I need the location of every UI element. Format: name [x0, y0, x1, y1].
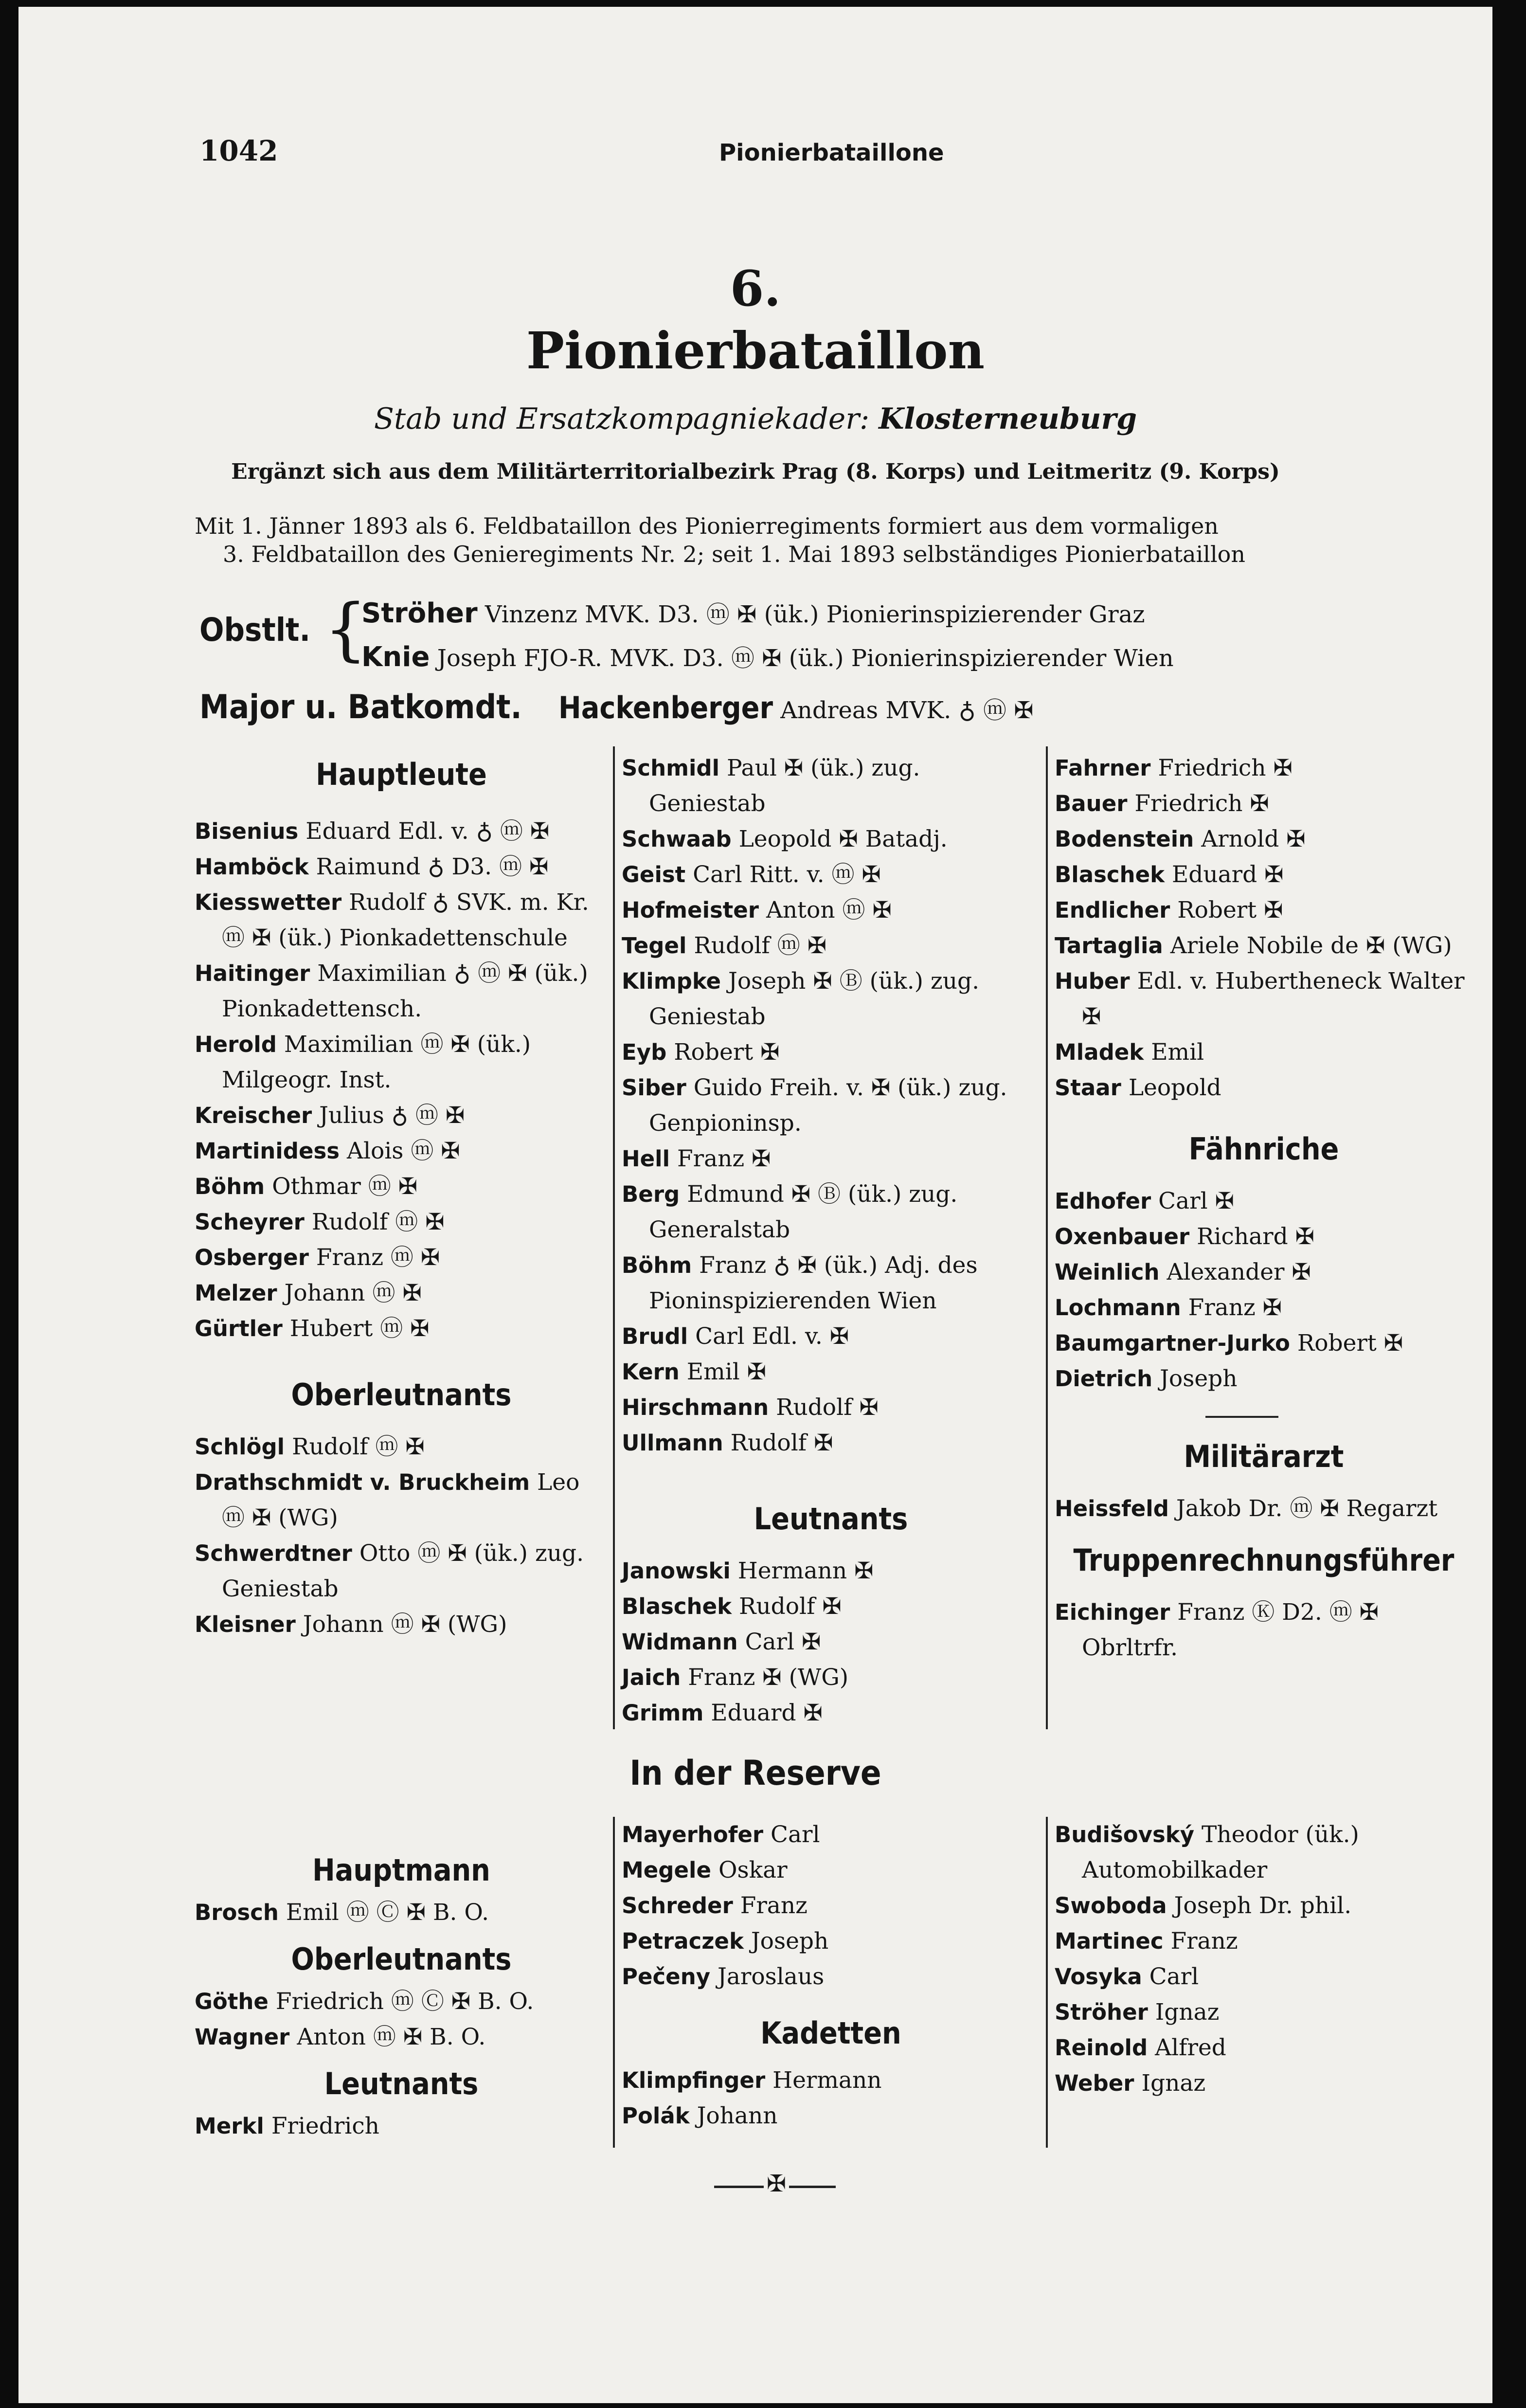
list-entry: [622, 1660, 1040, 1695]
column-rule: [613, 1817, 615, 2148]
list-entry: [195, 1984, 608, 2019]
entry-details: Franz ✠ (WG): [688, 1664, 849, 1691]
entry-details: Guido Freih. v. ✠ (ük.) zug. Genpioninsp.: [649, 1074, 1007, 1137]
list-entry: [1055, 1183, 1473, 1219]
list-entry: [622, 1553, 1040, 1589]
entry-surname: Budišovský: [1055, 1822, 1195, 1847]
entry-details: Otto ⓜ ✠ (ük.) zug. Geniestab: [222, 1540, 584, 1602]
section-number: 6.: [730, 260, 781, 317]
entry-surname: Martinidess: [195, 1138, 340, 1164]
list-entry: [622, 1923, 1040, 1959]
list-entry: [622, 928, 1040, 963]
entry-details: Paul ✠ (ük.) zug. Geniestab: [649, 755, 920, 817]
entry-details: Julius ♁ ⓜ ✠: [319, 1102, 465, 1129]
entry-details: Rudolf ✠: [776, 1394, 879, 1421]
list-entry: [622, 1034, 1040, 1070]
list-entry: [622, 1141, 1040, 1177]
entry-details: Franz ✠: [1188, 1294, 1282, 1321]
list-entry: [1055, 928, 1473, 963]
entry-details: Rudolf ✠: [739, 1593, 842, 1620]
entry-surname: Haitinger: [195, 960, 310, 986]
entry-surname: Mladek: [1055, 1039, 1144, 1065]
entry-surname: Hofmeister: [622, 897, 759, 923]
entry-details: Franz ⓜ ✠: [316, 1244, 440, 1271]
entry-surname: Pečeny: [622, 1964, 711, 1990]
list-entry: [622, 1248, 1040, 1319]
entry-surname: Martinec: [1055, 1928, 1164, 1954]
list-entry: [622, 750, 1040, 821]
entry-details: Friedrich: [271, 2113, 379, 2139]
list-entry: [1055, 1923, 1473, 1959]
entry-surname: Bisenius: [195, 818, 299, 844]
entry-details: Franz: [1170, 1928, 1238, 1955]
entry-surname: Hirschmann: [622, 1394, 769, 1420]
entry-details: Edmund ✠ Ⓑ (ük.) zug. Generalstab: [649, 1181, 958, 1243]
entry-surname: Tartaglia: [1055, 933, 1163, 959]
reserve-column-3: [1055, 1817, 1473, 2101]
entry-surname: Petraczek: [622, 1928, 744, 1954]
entry-details: Johann ⓜ ✠: [284, 1280, 422, 1306]
list-entry: [622, 1817, 1040, 1852]
entry-surname: Weber: [1055, 2070, 1134, 2096]
list-entry: [1055, 1594, 1473, 1666]
obstlt-label: Obstlt.: [199, 611, 311, 649]
list-entry: [1055, 1034, 1473, 1070]
list-entry: [622, 1177, 1040, 1248]
list-entry: [1055, 1994, 1473, 2030]
entry-surname: Drathschmidt v. Bruckheim: [195, 1469, 530, 1495]
entry-details: Franz ✠: [677, 1145, 771, 1172]
list-entry: [195, 2108, 608, 2144]
entry-surname: Edhofer: [1055, 1188, 1151, 1214]
list-entry: [1055, 963, 1473, 1034]
entry-details: Friedrich ✠: [1134, 790, 1269, 817]
list-entry: [195, 1204, 608, 1240]
list-entry: [622, 1425, 1040, 1461]
section-heading: Fähnriche: [1188, 1131, 1339, 1167]
list-entry: [1055, 1219, 1473, 1254]
entry-details: Rudolf ✠: [730, 1430, 833, 1456]
entry-details: Maximilian ♁ ⓜ ✠ (ük.) Pionkadettensch.: [222, 960, 588, 1022]
history-line-1: Mit 1. Jänner 1893 als 6. Feldbataillon des Pionierregiments formiert aus dem vormaligen: [195, 513, 1219, 539]
entry-surname: Brudl: [622, 1323, 688, 1349]
list-entry: [1055, 1888, 1473, 1923]
entry-details: Emil ⓜ Ⓒ ✠ B. O.: [286, 1899, 489, 1926]
list-entry: [622, 1888, 1040, 1923]
entry-surname: Siber: [622, 1075, 686, 1101]
list-entry: [195, 814, 608, 849]
entry-surname: Böhm: [195, 1174, 265, 1199]
list-entry: [195, 1429, 608, 1465]
entry-details: Alexander ✠: [1167, 1259, 1311, 1285]
entry-details: Joseph ✠ Ⓑ (ük.) zug. Geniestab: [649, 968, 980, 1030]
entry-surname: Megele: [622, 1857, 711, 1883]
entry-surname: Blaschek: [622, 1593, 732, 1619]
entry-surname: Berg: [622, 1181, 680, 1207]
list-entry: [1055, 1325, 1473, 1361]
list-entry: [1055, 2030, 1473, 2065]
subtitle: [18, 402, 1492, 436]
list-entry: [622, 1070, 1040, 1141]
page-number: 1042: [199, 134, 278, 167]
entry-details: Carl ✠: [1158, 1188, 1234, 1214]
entry-details: Leo ⓜ ✠ (WG): [222, 1469, 580, 1531]
section-heading: Militärarzt: [1184, 1439, 1344, 1474]
list-entry: [195, 1133, 608, 1169]
ornament-icon: ✠: [764, 2170, 789, 2197]
entry-surname: Ströher: [1055, 1999, 1148, 2025]
entry-surname: Osberger: [195, 1245, 309, 1270]
list-entry: [1055, 1290, 1473, 1325]
entry-surname: Dietrich: [1055, 1366, 1153, 1392]
section-heading: Leutnants: [754, 1501, 908, 1537]
reserve-heading: In der Reserve: [629, 1753, 881, 1793]
list-entry: [1055, 1070, 1473, 1105]
section-heading: Kadetten: [760, 2015, 901, 2051]
entry-details: Friedrich ✠: [1158, 755, 1293, 781]
entry-details: Othmar ⓜ ✠: [272, 1173, 418, 1200]
page-title: Pionierbataillon: [526, 321, 985, 380]
running-title: Pionierbataillone: [719, 139, 944, 166]
entry-surname: Baumgartner-Jurko: [1055, 1330, 1290, 1356]
subtitle-place: Klosterneuburg: [879, 402, 1137, 436]
entry-surname: Kreischer: [195, 1103, 312, 1128]
list-entry: [195, 1240, 608, 1275]
list-entry: [195, 2019, 608, 2055]
reserve-column-1: [195, 1817, 608, 2144]
entry-surname: Hell: [622, 1146, 670, 1172]
section-heading: Oberleutnants: [291, 1941, 512, 1977]
entry-details: Joseph: [751, 1928, 829, 1955]
entry-details: Ignaz: [1155, 1999, 1220, 2026]
obstlt-entry-2: Knie Joseph FJO-R. MVK. D3. ⓜ ✠ (ük.) Pionierinspizierender Wien: [361, 641, 1174, 673]
list-entry: [195, 1607, 608, 1642]
entry-surname: Bodenstein: [1055, 826, 1194, 852]
entry-surname: Scheyrer: [195, 1209, 305, 1235]
list-entry: [1055, 1959, 1473, 1994]
entry-surname: Oxenbauer: [1055, 1224, 1190, 1249]
list-entry: [622, 1390, 1040, 1425]
list-entry: [1055, 1361, 1473, 1396]
entry-details: Edl. v. Hubertheneck Walter ✠: [1082, 968, 1465, 1030]
entry-surname: Huber: [1055, 968, 1130, 994]
entry-details: Leopold: [1128, 1074, 1221, 1101]
section-heading: Hauptmann: [312, 1852, 490, 1888]
entry-surname: Tegel: [622, 933, 687, 959]
entry-surname: Kiesswetter: [195, 889, 342, 915]
column-1: [195, 750, 608, 1642]
entry-surname: Kern: [622, 1359, 680, 1385]
list-entry: [1055, 821, 1473, 857]
list-entry: [195, 1465, 608, 1536]
list-entry: [622, 892, 1040, 928]
list-entry: [622, 1852, 1040, 1888]
column-2: [622, 750, 1040, 1731]
entry-surname: Grimm: [622, 1700, 704, 1726]
entry-details: Hubert ⓜ ✠: [289, 1315, 430, 1342]
entry-details: Oskar: [718, 1857, 788, 1883]
list-entry: [195, 1169, 608, 1204]
entry-details: Rudolf ⓜ ✠: [694, 932, 827, 959]
entry-details: Carl ✠: [745, 1629, 821, 1655]
entry-surname: Ullmann: [622, 1430, 723, 1456]
entry-surname: Kleisner: [195, 1611, 296, 1637]
separator: [1205, 1416, 1278, 1418]
entry-surname: Schreder: [622, 1893, 733, 1919]
entry-surname: Weinlich: [1055, 1259, 1160, 1285]
entry-surname: Melzer: [195, 1280, 277, 1306]
entry-surname: Schmidl: [622, 755, 720, 781]
entry-surname: Schlögl: [195, 1434, 285, 1460]
section-heading: Truppenrechnungsführer: [1073, 1542, 1454, 1578]
entry-details: Leopold ✠ Batadj.: [738, 826, 948, 852]
entry-surname: Heissfeld: [1055, 1496, 1169, 1521]
entry-details: Alfred: [1155, 2034, 1226, 2061]
entry-details: Robert ✠: [674, 1039, 780, 1066]
entry-details: Johann ⓜ ✠ (WG): [303, 1611, 507, 1638]
entry-details: Hermann ✠: [737, 1557, 874, 1584]
entry-details: Friedrich ⓜ Ⓒ ✠ B. O.: [275, 1988, 534, 2015]
entry-surname: Merkl: [195, 2113, 264, 2139]
entry-details: Ignaz: [1141, 2070, 1206, 2097]
entry-details: Eduard ✠: [1172, 861, 1284, 888]
entry-surname: Reinold: [1055, 2035, 1148, 2061]
history-line-2: 3. Feldbataillon des Genieregiments Nr. 2; seit 1. Mai 1893 selbständiges Pionierbataillon: [223, 541, 1245, 567]
entry-surname: Klimpfinger: [622, 2067, 766, 2093]
entry-details: Robert ✠: [1177, 897, 1283, 923]
list-entry: [195, 1311, 608, 1346]
entry-details: Franz: [740, 1892, 808, 1919]
entry-details: Carl Edl. v. ✠: [695, 1323, 849, 1350]
entry-details: Eduard Edl. v. ♁ ⓜ ✠: [305, 818, 550, 845]
list-entry: [1055, 2065, 1473, 2101]
list-entry: [1055, 857, 1473, 892]
entry-details: Robert ✠: [1297, 1330, 1403, 1357]
list-entry: [1055, 786, 1473, 821]
column-rule: [1046, 746, 1048, 1729]
column-rule: [1046, 1817, 1048, 2148]
list-entry: [195, 1536, 608, 1607]
entry-details: Franz Ⓚ D2. ⓜ ✠ Obrltrfr.: [1082, 1599, 1379, 1661]
entry-details: Theodor (ük.) Automobilkader: [1082, 1821, 1359, 1883]
list-entry: [195, 849, 608, 885]
list-entry: [1055, 1491, 1473, 1526]
entry-details: Emil ✠: [686, 1358, 767, 1385]
list-entry: [622, 857, 1040, 892]
section-heading: Leutnants: [324, 2066, 479, 2101]
obstlt-entry-1: Ströher Vinzenz MVK. D3. ⓜ ✠ (ük.) Pionierinspizierender Graz: [361, 597, 1145, 629]
entry-surname: Mayerhofer: [622, 1822, 764, 1847]
entry-details: Ariele Nobile de ✠ (WG): [1170, 932, 1452, 959]
entry-details: Richard ✠: [1197, 1223, 1315, 1250]
brace: {: [324, 590, 368, 669]
entry-surname: Schwerdtner: [195, 1540, 352, 1566]
list-entry: [195, 1027, 608, 1098]
recruitment-note: Ergänzt sich aus dem Militärterritorialbezirk Prag (8. Korps) und Leitmeritz (9. Korps): [231, 459, 1280, 484]
list-entry: [622, 2098, 1040, 2134]
major-entry: Major u. Batkomdt. Hackenberger Andreas MVK. ♁ ⓜ ✠: [199, 688, 1034, 726]
entry-surname: Fahrner: [1055, 755, 1151, 781]
entry-details: Hermann: [772, 2067, 882, 2094]
entry-surname: Göthe: [195, 1989, 269, 2014]
entry-details: Alois ⓜ ✠: [347, 1138, 460, 1164]
list-entry: [195, 1895, 608, 1930]
list-entry: [622, 1354, 1040, 1390]
entry-surname: Endlicher: [1055, 897, 1170, 923]
entry-surname: Brosch: [195, 1900, 279, 1925]
entry-details: Arnold ✠: [1201, 826, 1306, 852]
entry-surname: Lochmann: [1055, 1295, 1181, 1321]
list-entry: [622, 821, 1040, 857]
subtitle-label: Stab und Ersatzkompagniekader:: [374, 402, 870, 436]
entry-surname: Jaich: [622, 1665, 681, 1690]
list-entry: [622, 963, 1040, 1034]
entry-details: Rudolf ⓜ ✠: [311, 1209, 445, 1235]
list-entry: [622, 1959, 1040, 1994]
entry-surname: Bauer: [1055, 791, 1128, 816]
entry-surname: Gürtler: [195, 1316, 283, 1341]
list-entry: [622, 2063, 1040, 2098]
entry-surname: Janowski: [622, 1558, 731, 1584]
list-entry: [1055, 1254, 1473, 1290]
entry-surname: Geist: [622, 862, 686, 887]
entry-surname: Wagner: [195, 2024, 290, 2050]
column-rule: [613, 746, 615, 1729]
column-3: [1055, 750, 1473, 1666]
entry-details: Carl: [771, 1821, 820, 1848]
entry-details: Joseph: [1160, 1365, 1238, 1392]
list-entry: [195, 885, 608, 956]
entry-surname: Hamböck: [195, 854, 309, 880]
entry-surname: Vosyka: [1055, 1964, 1142, 1990]
list-entry: [622, 1589, 1040, 1624]
entry-details: Eduard ✠: [711, 1700, 823, 1726]
entry-details: Anton ⓜ ✠ B. O.: [297, 2024, 486, 2050]
entry-details: Maximilian ⓜ ✠ (ük.) Milgeogr. Inst.: [222, 1031, 531, 1093]
list-entry: [195, 1098, 608, 1133]
list-entry: [1055, 1817, 1473, 1888]
section-heading: Oberleutnants: [291, 1377, 512, 1412]
entry-surname: Herold: [195, 1032, 277, 1057]
entry-details: Anton ⓜ ✠: [766, 897, 892, 923]
entry-surname: Swoboda: [1055, 1893, 1167, 1919]
section-heading: Hauptleute: [316, 757, 487, 792]
entry-surname: Schwaab: [622, 826, 732, 852]
entry-surname: Blaschek: [1055, 862, 1165, 887]
reserve-column-2: [622, 1817, 1040, 2134]
document-page: [18, 7, 1492, 2403]
entry-surname: Widmann: [622, 1629, 738, 1655]
entry-details: Carl: [1149, 1963, 1199, 1990]
entry-surname: Klimpke: [622, 968, 721, 994]
list-entry: [195, 956, 608, 1027]
ornament-divider: [714, 2170, 836, 2197]
entry-surname: Böhm: [622, 1252, 692, 1278]
entry-surname: Staar: [1055, 1075, 1121, 1101]
entry-details: Carl Ritt. v. ⓜ ✠: [693, 861, 881, 888]
entry-surname: Polák: [622, 2103, 690, 2129]
entry-surname: Eichinger: [1055, 1599, 1170, 1625]
entry-surname: Eyb: [622, 1039, 667, 1065]
list-entry: [622, 1319, 1040, 1354]
list-entry: [1055, 892, 1473, 928]
list-entry: [622, 1695, 1040, 1731]
entry-details: Rudolf ⓜ ✠: [292, 1433, 425, 1460]
entry-details: Jakob Dr. ⓜ ✠ Regarzt: [1176, 1495, 1438, 1522]
list-entry: [622, 1624, 1040, 1660]
entry-details: Joseph Dr. phil.: [1174, 1892, 1352, 1919]
entry-details: Johann: [697, 2102, 778, 2129]
entry-details: Emil: [1151, 1039, 1204, 1066]
list-entry: [1055, 750, 1473, 786]
entry-details: Franz ♁ ✠ (ük.) Adj. des Pioninspizierenden Wien: [649, 1252, 978, 1314]
entry-details: Rudolf ♁ SVK. m. Kr. ⓜ ✠ (ük.) Pionkadettenschule: [222, 889, 589, 951]
entry-details: Raimund ♁ D3. ⓜ ✠: [316, 853, 549, 880]
entry-details: Jaroslaus: [718, 1963, 825, 1990]
list-entry: [195, 1275, 608, 1311]
